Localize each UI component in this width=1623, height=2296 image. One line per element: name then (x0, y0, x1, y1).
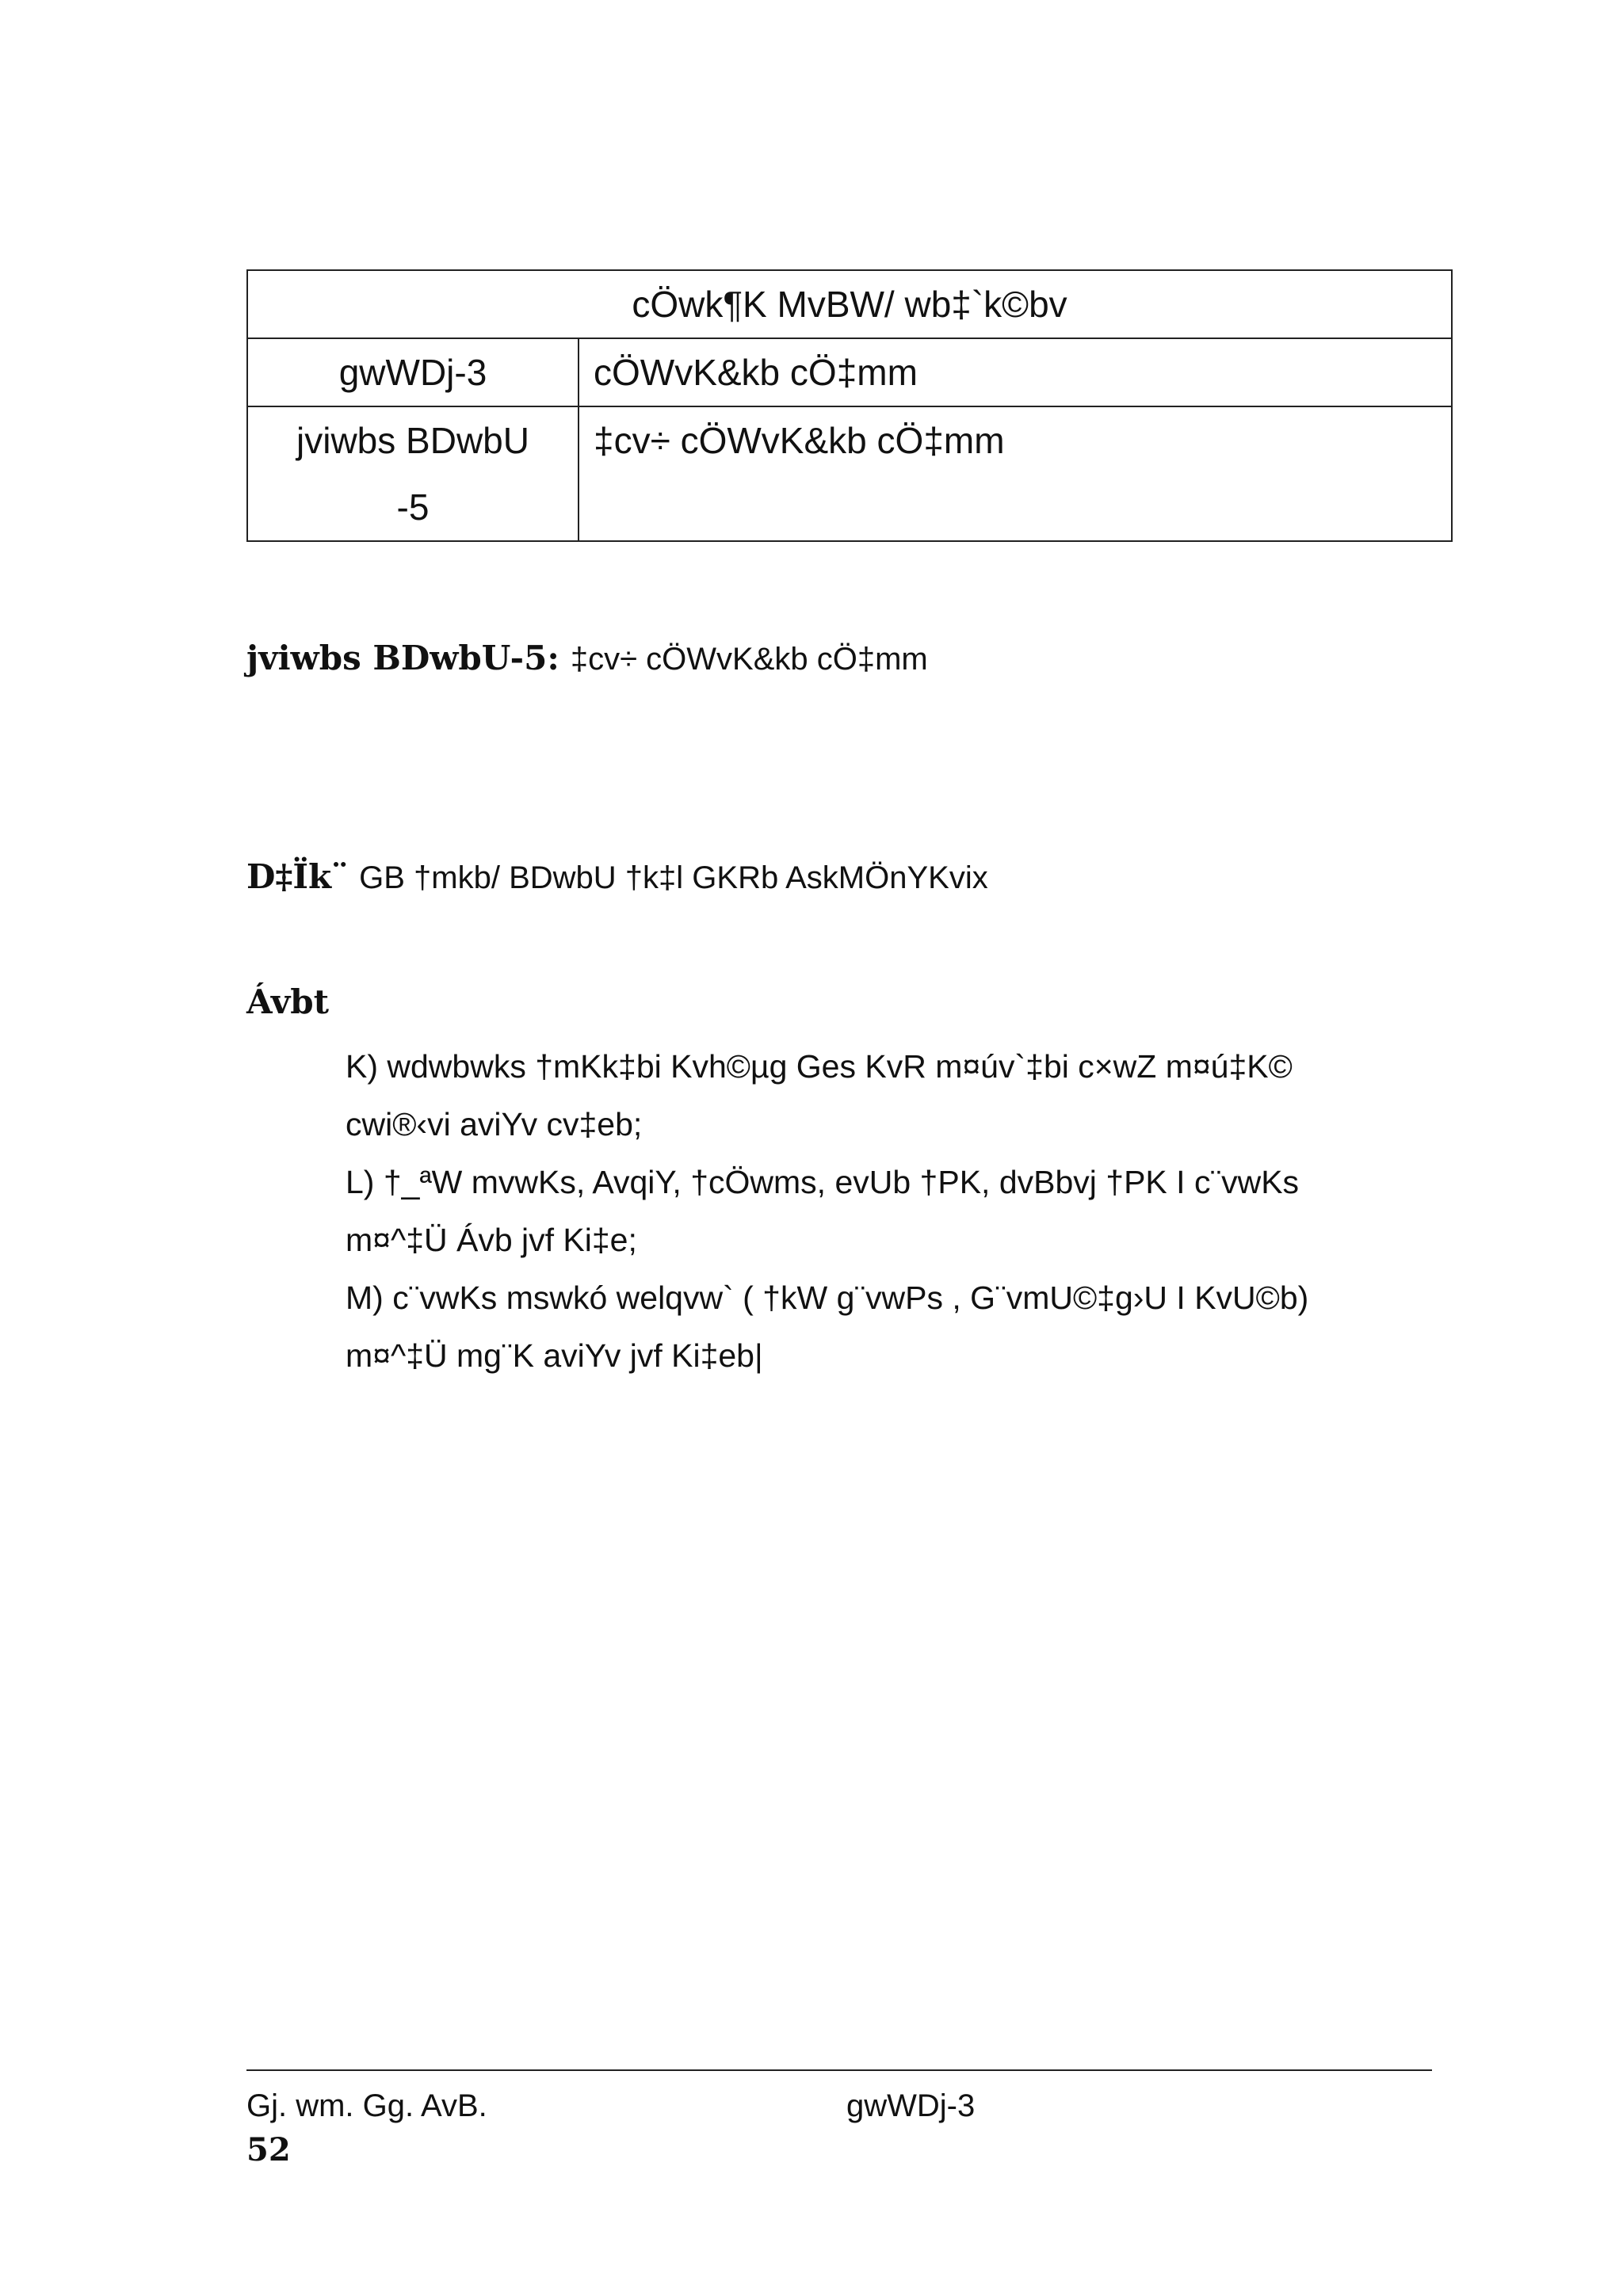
unit-heading-text: ‡cv÷ cÖWvK&kb cÖ‡mm (570, 642, 928, 677)
list-item: cwi®‹vi aviYv cv‡eb; (346, 1106, 643, 1142)
module-label: gwWDj-3 (247, 338, 579, 406)
header-unit-row (247, 406, 1452, 541)
module-title: cÖWvK&kb cÖ‡mm (579, 338, 1452, 406)
list-item: m¤^‡Ü Ávb jvf Ki‡e; (346, 1222, 637, 1258)
knowledge-heading-label: Ávbt (246, 982, 330, 1021)
footer-organization: Gj. wm. Gg. AvB. (246, 2088, 487, 2123)
unit-heading (246, 639, 928, 677)
unit-heading-label: jviwbs BDwbU-5: (246, 639, 559, 677)
unit-label-line1: jviwbs BDwbU (296, 420, 529, 461)
unit-label-line2: -5 (396, 486, 430, 528)
footer-module: gwWDj-3 (846, 2088, 976, 2123)
knowledge-list (346, 1038, 1376, 1385)
header-title: cÖwk¶K MvBW/ wb‡`k©bv (247, 270, 1452, 338)
objective-heading-text: GB †mkb/ BDwbU †k‡l GKRb AskMÖnYKvix (359, 860, 988, 895)
unit-label-cell (247, 406, 579, 541)
knowledge-heading (246, 982, 329, 1021)
header-module-row (247, 338, 1452, 406)
list-item: K) wdwbwks †mKk‡bi Kvh©µg Ges KvR m¤úv`‡bi c×wZ m¤ú‡K© (346, 1048, 1293, 1085)
list-item: m¤^‡Ü mg¨K aviYv jvf Ki‡eb| (346, 1337, 763, 1374)
list-item: L) †_ªW mvwKs, AvqiY, †cÖwms, evUb †PK, dvBbvj †PK I c¨vwKs (346, 1164, 1300, 1200)
unit-title: ‡cv÷ cÖWvK&kb cÖ‡mm (579, 406, 1452, 541)
page-number: 52 (246, 2131, 291, 2168)
header-title-row (247, 270, 1452, 338)
objective-heading-label: D‡Ïk¨ (246, 857, 349, 896)
list-item: M) c¨vwKs mswkó welqvw` ( †kW g¨vwPs , G¨vmU©‡g›U I KvU©b) (346, 1280, 1309, 1316)
footer-divider (246, 2069, 1432, 2071)
objective-heading (246, 857, 988, 896)
header-table (246, 269, 1453, 542)
